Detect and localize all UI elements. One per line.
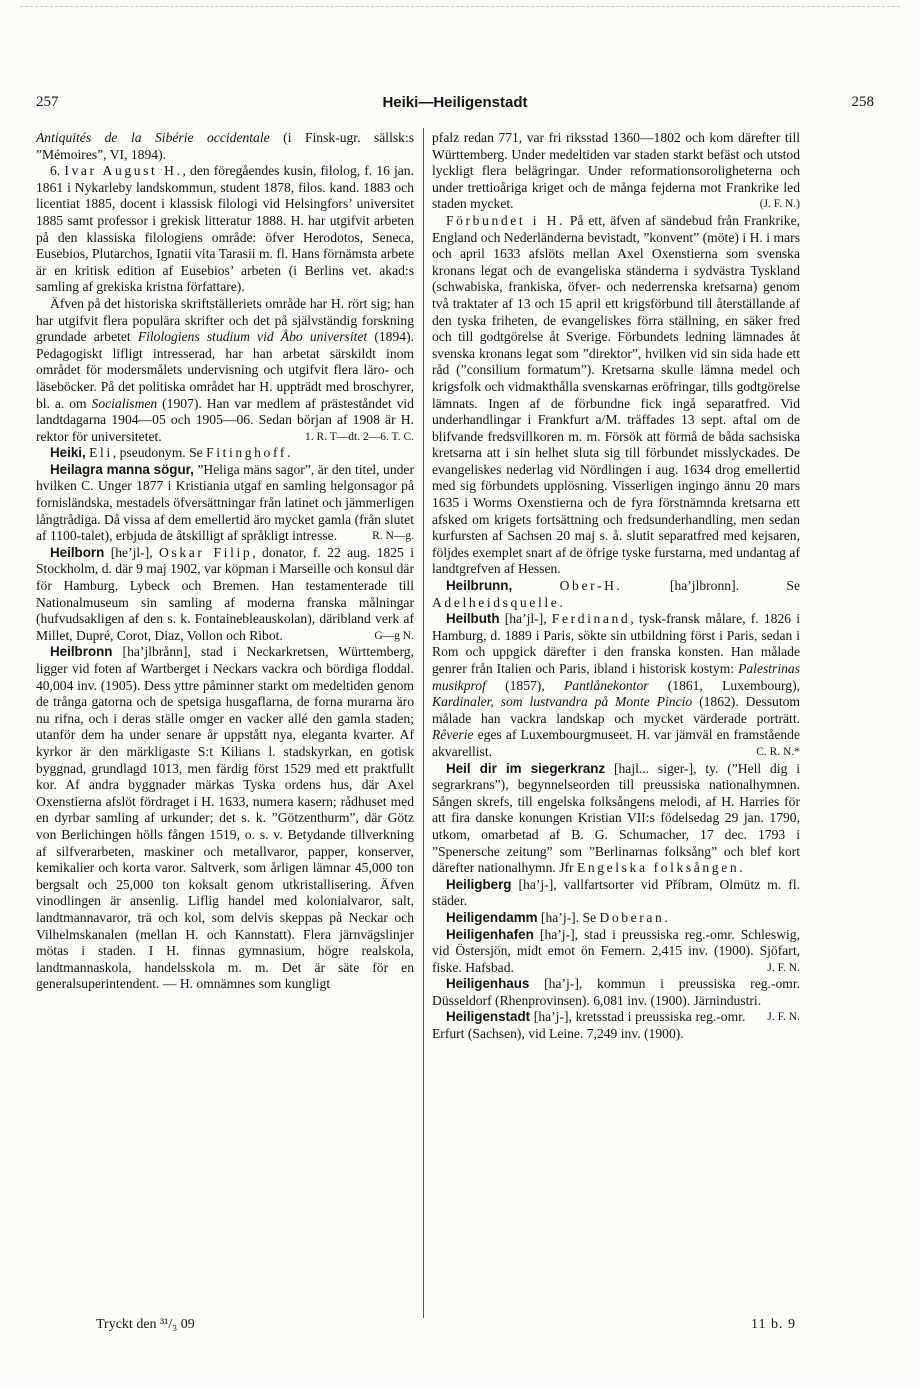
- entry-heilbrunn: Heilbrunn, Ober-H. [ha’jlbronn]. Se Adelheidsquelle.: [432, 578, 800, 610]
- entry-heiligendamm: Heiligendamm [ha’j-]. Se Doberan.: [446, 909, 668, 925]
- right-column: [432, 130, 800, 1043]
- headword: Heiligenhafen: [446, 926, 534, 942]
- page-number-right: 258: [851, 94, 874, 110]
- left-column: [36, 130, 414, 993]
- headword: Heiligenhaus: [446, 976, 530, 992]
- headword: Heilbuth: [446, 611, 500, 627]
- headword: Heilagra manna sögur,: [50, 461, 194, 477]
- entry-continuation: Antiquités de la Sibérie occidentale (i Finsk-ugr. sällsk:s ”Mémoires”, VI, 1894).: [36, 130, 415, 162]
- author-signature: (J. F. N.): [759, 198, 800, 211]
- person-name: Ivar August H.: [64, 163, 183, 179]
- person-name: Oskar Filip: [159, 544, 253, 560]
- author-signature: G—g N.: [374, 629, 414, 642]
- entry-heiligenhaus: Heiligenhaus [ha’j-], kommun i preussiska reg.-omr. Düsseldorf (Rhenprovinsen). 6,081 inv. (1900). Järnindustri. J. F. N.: [432, 976, 800, 1009]
- place-name: Ober-H.: [559, 578, 623, 594]
- entry-heiligenhafen: Heiligenhafen [ha’j-], stad i preussiska reg.-omr. Schleswig, vid Östersjön, midt emot ön Femern. 2,415 inv. (1900). Sjöfart, fiske. Hafsbad. J. F. N.: [432, 926, 800, 975]
- work-title: Rêverie: [432, 727, 474, 743]
- page-footer: [96, 1317, 796, 1337]
- work-title: Filologiens studium vid Åbo universitet: [137, 329, 368, 345]
- entry-ivar-august: 6. Ivar August H., den föregåendes kusin, filolog, f. 16 jan. 1861 i Nykarleby landskommun, student 1878, filos. kand. 1883 och licentiat 1885, docent i klassisk filologi vid Helsingfors’ universitet 1885 samt professor i grekisk litteratur 1888. H. har utgifvit arbeten på den klassiska filologiens område: öfver Herodotos, Seneca, Eusebios, Plutarchos, Ignatii vita Tarasii m. fl. Hans förnämsta arbete är en kritisk edition af Eusebios’ arbeten (i Berlins vet. akad:s samling af grekiska kristna författare).: [36, 163, 414, 295]
- headword: Heilbronn: [50, 644, 113, 660]
- author-signature: 1. R. T—dt. 2—6. T. C.: [305, 430, 414, 443]
- author-signature: J. F. N.: [767, 1011, 800, 1024]
- entry-heilbuth: Heilbuth [ha’jl-], Ferdinand, tysk-fransk målare, f. 1826 i Hamburg, d. 1889 i Paris, sökte sin utbildning först i Paris, sedan i Rom och uppgick därefter i den franska konsten. Han målade genrer från Italien och Paris, ibland i historisk kostym: Palestrinas musikprof (1857), Pantlånekontor (1861, Luxembourg), Kardinaler, som lustvandra på Monte Pincio (1862). Dessutom målade han vackra landskap och mycket värderade porträtt. Rêverie eges af Luxembourgmuseet. H. var jämväl en framstående akvarellist. C. R. N.*: [432, 611, 801, 759]
- work-title: Antiquités de la Sibérie occidentale: [36, 130, 270, 145]
- entry-heiligberg: Heiligberg [ha’j-], vallfartsorter vid Příbram, Olmütz m. fl. städer.: [432, 876, 800, 909]
- work-title: Pantlånekontor: [563, 677, 649, 693]
- headword: Heilbrunn,: [446, 578, 513, 594]
- subheading: Förbundet i H.: [446, 212, 566, 228]
- entry-continuation: pfalz redan 771, var fri riksstad 1360—1802 och kom därefter till Württemberg. Under medeltiden var staden starkt befäst och utstod lyckligt flera belägringar. Under reformationsoroligheterna och under trettioåriga kriget och de många fejderna mot Frankrike led staden mycket. (J. F. N.): [432, 130, 800, 212]
- cross-reference: Fitinghoff: [206, 445, 287, 461]
- running-title: Heiki—Heiligenstadt: [382, 94, 528, 111]
- cross-reference: Doberan: [599, 909, 665, 925]
- author-signature: C. R. N.*: [756, 745, 800, 758]
- entry-heil-dir-im-siegerkranz: Heil dir im siegerkranz [hajl... siger-], ty. (”Hell dig i segrarkrans”), begynnelseorden till preussiska nationalhymnen. Sången skrefs, till engelska folksångens melodi, af H. Harries för att fira danske konungen Kristian VII:s födelsedag 29 jan. 1790, utkom, omarbetad af B. G. Schumacher, 17 dec. 1793 i ”Spenersche zeitung” som ”Berlinarnas folksång” och blef kort därefter nationalhymn. Jfr Engelska folksången.: [432, 760, 800, 876]
- work-title: Palestrinas musikprof: [432, 661, 800, 693]
- print-date: Tryckt den ³¹/₃ 09: [96, 1317, 195, 1332]
- cross-reference: Adelheidsquelle: [432, 594, 560, 610]
- entry-paragraph: Äfven på det historiska skriftställeriets område har H. rört sig; han har utgifvit flera populära skrifter och det på självständig forskning grundade arbetet Filologiens studium vid Åbo universitet (1894). Pedagogiskt lifligt intresserad, har han arbetat särskildt inom området för modersmålets undervisning och utgifvit flera läro- och läseböcker. På det politiska området har H. uppträdt med broschyrer, bl. a. om Socialismen (1907). Han var medlem af prästeståndet vid landtdagarna 1904—05 och 1905—06. Sedan början af 1908 är H. rektor för universitetet. 1. R. T—dt. 2—6. T. C.: [36, 295, 414, 444]
- entry-heilbronn: Heilbronn [ha’jlbrånn], stad i Neckarkretsen, Württemberg, ligger vid foten af Wartberget i Neckars vackra och bördiga floddal. 40,004 inv. (1905). Dess yttre påminner starkt om medeltiden genom de trånga gatorna och de spetsiga husgaflarna, de forna murarna äro nu rifna, och i deras ställe omger en vacker allé den gamla staden; utanför dem ha under senare år uppstått nya, eleganta kvarter. Af kyrkor är den märkligaste S:t Kilians l. stadskyrkan, en gotisk byggnad, grundlagd 1013, men färdig först 1529 med ett praktfullt kor. Af andra byggnader märkas Tyska ordens hus, där Axel Oxenstierna afslöt fördraget i H. 1633, numera kasern; rådhuset med en dyrbar samling af urkunder; det s. k. ”Götzenthurm”, där Götz von Berlichingen hölls fången 1519, o. s. v. Betydande tillverkning af silfverarbeten, maskiner och metallvaror, papper, konserver, kemikalier och korta varor. Saltverk, som årligen lämnar 45,000 ton bergsalt och 25,000 ton koksalt genom utkristallisering. Äfven vinodlingen är ansenlig. Liflig handel med kolonialvaror, salt, landtmannavaror, trä och kol, som delvis skeppas på Neckar och Vilhelmskanalen (mellan H. och Kannstatt). Flera järnvägslinjer mötas i staden. I H. finnas gymnasium, högre realskola, landtmannaskola, handelsskola m. m. Det är säte för en generalsuperintendent. — H. omnämnes som kungligt: [36, 644, 414, 992]
- entry-heilborn: Heilborn [he’jl-], Oskar Filip, donator, f. 22 aug. 1825 i Stockholm, d. där 9 maj 1902, var köpman i Marseille och konsul där för Hamburg, Lybeck och Bremen. Han testamenterade till Nationalmuseum sin samling af moderna franska målningar (hufvudsakligen af den s. k. Fontainebleauskolan), däribland verk af Millet, Dupré, Corot, Diaz, Vollon och Ribot. G—g N.: [36, 544, 414, 643]
- page-header: [36, 94, 874, 118]
- scan-edge-line: [20, 6, 900, 7]
- column-divider: [423, 128, 424, 1318]
- author-signature: J. F. N.: [767, 961, 800, 974]
- entry-heiki: Heiki, Eli, pseudonym. Se Fitinghoff.: [50, 445, 291, 461]
- person-name: Eli: [89, 445, 113, 461]
- headword: Heiki,: [50, 445, 86, 461]
- entry-heiligenstadt: Heiligenstadt [ha’j-], kretsstad i preussiska reg.-omr. Erfurt (Sachsen), vid Leine. 7,249 inv. (1900).: [432, 1009, 746, 1042]
- author-signature: R. N—g.: [372, 530, 414, 543]
- cross-reference: Engelska folksången: [576, 860, 740, 876]
- work-title: Kardinaler, som lustvandra på Monte Pincio: [432, 694, 693, 710]
- headword: Heil dir im siegerkranz: [446, 760, 606, 776]
- headword: Heiligendamm: [446, 909, 538, 925]
- headword: Heiligenstadt: [446, 1009, 531, 1025]
- headword: Heilborn: [50, 544, 105, 560]
- entry-forbundet: Förbundet i H. På ett, äfven af sändebud från Frankrike, England och Nederländerna bevistadt, ”konvent” (möte) i H. i mars och april 1633 afslöts mellan Axel Oxenstierna som svenska kronans legat och de evangeliska ständerna i sydvästra Tyskland (schwabiska, frankiska, öfver- och nederrenska kretsarna) genom två traktater af 13 och 15 april ett krigsförbund till återställande af den tyska friheten, de evangeliskes förra ställning, en säker fred och till godtgörelse åt Sverige. Förbundets ledning lämnades åt svenska kronans legat som ”direktor”, hvilken vid sin sida hade ett råd (”consilium formatum”). Kretsarna skulle lämna medel och krigsfolk och vidmakthålla svenskarnas eröfringar, tills godtgörelse lämnats. Ingen af de förbundne fick ingå separatfred. Vid underhandlingar i Frankfurt a/M. träffades 13 sept. aftal om de blifvande fredsvillkoren m. m. Försök att förmå de båda sachsiska kretsarna att i sin helhet sluta sig till förbundet misslyckades. De evangeliskes nederlag vid Nördlingen i aug. 1634 drog emellertid med sig förbundets upplösning. Visserligen ingingo ännu 20 mars 1635 i Worms Oxenstierna och de fyra förstnämnda kretsarna ett afsked om krigets fortsättning och fredsunderhandling, men sedan kurfursten af Sachsen 20 maj s. å. slutit separatfred med kejsaren, följdes exemplet snart af de öfrige tyske furstarna, med undantag af landtgrefven af Hessen.: [432, 212, 801, 577]
- person-name: Ferdinand: [551, 611, 631, 627]
- sheet-signature: 11 b. 9: [751, 1317, 796, 1332]
- entry-heilagra-manna-sogur: Heilagra manna sögur, ”Heliga mäns sagor”, är den titel, under hvilken C. Unger 1877 i Kristiania utgaf en samling helgonsagor på fornisländska, mestadels öfversättningar från latinet och jämmerligen långtrådiga. Då vissa af dem emellertid äro mycket gamla (från slutet af 1100-talet), erbjuda de åtskilligt af språkligt intresse. R. N—g.: [36, 461, 414, 544]
- work-title: Socialismen: [91, 395, 158, 411]
- page-number-left: 257: [36, 94, 59, 110]
- headword: Heiligberg: [446, 876, 512, 892]
